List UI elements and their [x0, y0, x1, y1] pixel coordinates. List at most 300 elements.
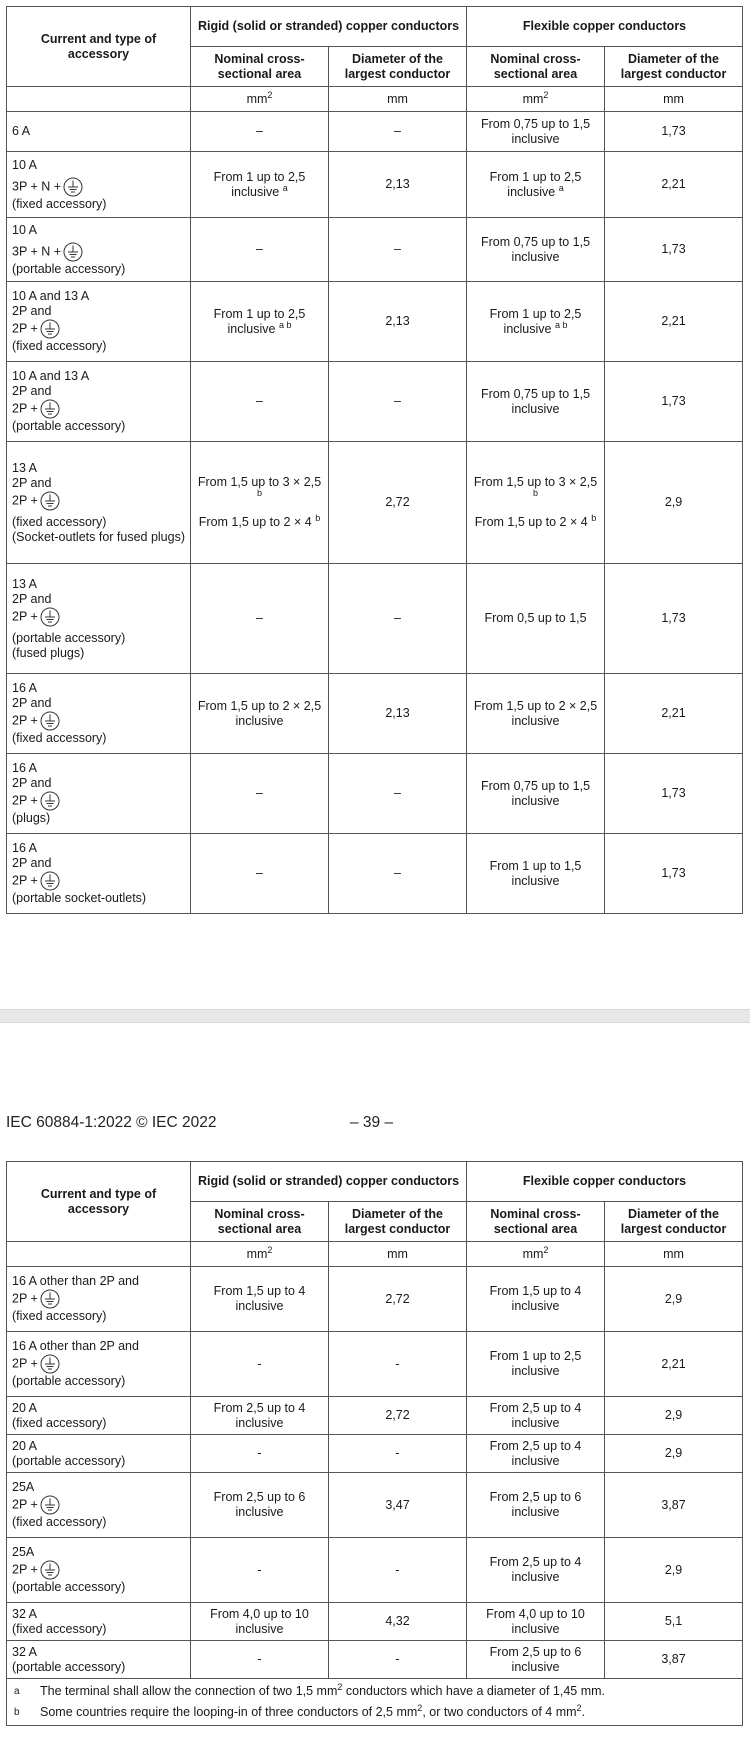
accessory-text: 10 A: [12, 157, 38, 172]
accessory-line: [12, 289, 185, 304]
footnote-ref: b: [256, 487, 262, 498]
accessory-line: [12, 856, 185, 871]
cell-text: From 1 up to 2,5 inclusive: [489, 1349, 582, 1378]
header-current-type: Current and type of accessory: [7, 1162, 191, 1242]
accessory-line: [12, 339, 185, 354]
accessory-text: (fixed accessory): [12, 1515, 107, 1529]
accessory-line: [12, 577, 185, 592]
cell-text: From 1,5 up to 2 × 2,5 inclusive: [473, 698, 598, 728]
header-rigid-group: Rigid (solid or stranded) copper conductors: [191, 7, 467, 47]
cell-rigid-diameter: [329, 1641, 467, 1679]
table-row: [7, 1397, 743, 1435]
cell-text: 3,47: [385, 1497, 410, 1512]
accessory-text: 20 A: [12, 1438, 38, 1453]
unit-flex-area: [467, 1242, 605, 1267]
cell-text: 1,73: [661, 611, 686, 625]
cell-flex-area: [467, 1538, 605, 1603]
cell-rigid-area: [191, 442, 329, 564]
cell-flex-diameter: [605, 362, 743, 442]
accessory-text: 2P +: [12, 713, 38, 728]
table-row: [7, 1641, 743, 1679]
accessory-line: [12, 711, 185, 731]
table-footnotes: [7, 1679, 743, 1726]
cell-text: 2,21: [661, 314, 686, 328]
cell-rigid-diameter: [329, 1538, 467, 1603]
footnote-ref: a b: [554, 319, 568, 330]
table-row: [7, 564, 743, 674]
cell-text: From 4,0 up to 10 inclusive: [210, 1606, 309, 1636]
accessory-line: [12, 1439, 185, 1454]
accessory-text: 2P +: [12, 1291, 38, 1306]
header-flex-area: Nominal cross-sectional area: [467, 1202, 605, 1242]
cell-accessory: [7, 362, 191, 442]
accessory-line: [12, 1416, 185, 1431]
cell-rigid-area: [191, 218, 329, 282]
accessory-text: 2P and: [12, 475, 52, 490]
cell-value-block: [196, 475, 323, 505]
footnote-sup: 2: [576, 1702, 582, 1713]
table-header: [7, 1162, 743, 1267]
accessory-text: (fixed accessory): [12, 1415, 107, 1430]
accessory-text: (portable accessory): [12, 1659, 126, 1674]
header-flex-area: Nominal cross-sectional area: [467, 47, 605, 87]
cell-text: 2,9: [664, 1408, 683, 1422]
accessory-text: 32 A: [12, 1606, 38, 1621]
cell-flex-area: [467, 1267, 605, 1332]
cell-text: –: [394, 866, 401, 880]
cell-accessory: [7, 674, 191, 754]
cell-value-block: [196, 512, 323, 530]
cell-text: –: [256, 866, 263, 880]
cell-rigid-diameter: [329, 1332, 467, 1397]
accessory-text: (plugs): [12, 811, 51, 825]
cell-flex-diameter: [605, 152, 743, 218]
cell-flex-diameter: [605, 1538, 743, 1603]
cell-flex-diameter: [605, 1435, 743, 1473]
table-header: [7, 7, 743, 112]
unit-area-text: mm: [522, 1246, 544, 1261]
cell-text: –: [394, 124, 401, 138]
cell-flex-area: [467, 1397, 605, 1435]
accessory-text: 2P +: [12, 1356, 38, 1371]
table-row: [7, 218, 743, 282]
cell-accessory: [7, 1397, 191, 1435]
cell-text: From 0,75 up to 1,5 inclusive: [480, 116, 591, 146]
cell-text: 2,72: [385, 1291, 410, 1306]
cell-text: 2,13: [385, 314, 410, 328]
cell-text: 2,72: [385, 495, 410, 509]
accessory-line: [12, 124, 185, 139]
accessory-line: [12, 369, 185, 384]
cell-flex-diameter: [605, 1397, 743, 1435]
unit-flex-diameter: mm: [605, 87, 743, 112]
cell-flex-diameter: [605, 442, 743, 564]
cell-text: –: [394, 611, 401, 625]
accessory-line: [12, 242, 185, 262]
table-row: [7, 1435, 743, 1473]
footnote-sup: 2: [337, 1681, 343, 1692]
cell-flex-diameter: [605, 754, 743, 834]
accessory-text: 2P +: [12, 873, 38, 888]
cell-flex-diameter: [605, 112, 743, 152]
cell-text: 2,21: [661, 1356, 686, 1371]
accessory-text: 10 A and 13 A: [12, 369, 90, 383]
cell-accessory: [7, 1641, 191, 1679]
cell-rigid-area: [191, 112, 329, 152]
cell-accessory: [7, 834, 191, 914]
cell-flex-area: [467, 1332, 605, 1397]
accessory-text: (fixed accessory): [12, 196, 107, 211]
accessory-text: 2P and: [12, 696, 52, 710]
cell-accessory: [7, 1435, 191, 1473]
cell-rigid-area: [191, 1435, 329, 1473]
accessory-text: (portable accessory): [12, 419, 126, 433]
unit-flex-diameter: mm: [605, 1242, 743, 1267]
cell-flex-diameter: [605, 834, 743, 914]
cell-flex-area: [467, 218, 605, 282]
footnote-ref: a b: [278, 319, 292, 330]
cell-text: 2,9: [664, 1562, 683, 1577]
header-current-type: Current and type of accessory: [7, 7, 191, 87]
cell-flex-area: [467, 674, 605, 754]
table-row: [7, 674, 743, 754]
unit-flex-area: [467, 87, 605, 112]
cell-flex-diameter: [605, 1267, 743, 1332]
conductor-table-top: [6, 6, 743, 914]
accessory-text: 2P +: [12, 492, 38, 507]
header-flex-diameter: Diameter of the largest conductor: [605, 47, 743, 87]
cell-rigid-diameter: [329, 834, 467, 914]
footnote-ref: b: [591, 512, 597, 523]
cell-text: From 1,5 up to 2 × 2,5 inclusive: [197, 698, 322, 728]
cell-text: From 1 up to 2,5 inclusive: [213, 306, 306, 336]
earth-symbol-icon: [40, 1289, 60, 1309]
accessory-text: (portable accessory): [12, 1453, 126, 1468]
accessory-text: (portable accessory): [12, 1580, 126, 1594]
cell-text: -: [257, 1652, 262, 1666]
cell-flex-diameter: [605, 282, 743, 362]
cell-text: –: [394, 786, 401, 800]
cell-text: -: [395, 1652, 400, 1666]
cell-accessory: [7, 218, 191, 282]
accessory-line: [12, 776, 185, 791]
footnote-cell: [7, 1679, 743, 1726]
cell-flex-area: [467, 112, 605, 152]
cell-rigid-area: [191, 1397, 329, 1435]
earth-symbol-icon: [63, 242, 83, 262]
cell-text: –: [394, 394, 401, 408]
unit-area-sup: 2: [267, 89, 273, 100]
table-row: [7, 282, 743, 362]
cell-rigid-diameter: [329, 564, 467, 674]
accessory-text: 2P and: [12, 591, 52, 606]
table-row: [7, 442, 743, 564]
accessory-text: 6 A: [12, 124, 31, 138]
accessory-text: 2P +: [12, 321, 38, 336]
accessory-text: 3P + N +: [12, 243, 62, 258]
accessory-text: 13 A: [12, 460, 38, 475]
header-flexible-group: Flexible copper conductors: [467, 1162, 743, 1202]
earth-symbol-icon: [40, 1560, 60, 1580]
cell-rigid-diameter: [329, 754, 467, 834]
accessory-text: (portable accessory): [12, 1374, 126, 1388]
cell-flex-area: [467, 1473, 605, 1538]
unit-area-sup: 2: [543, 1244, 549, 1255]
cell-rigid-area: [191, 564, 329, 674]
cell-rigid-area: [191, 152, 329, 218]
cell-text: 1,73: [661, 394, 686, 408]
cell-flex-area: [467, 282, 605, 362]
accessory-line: [12, 1354, 185, 1374]
cell-value-block: [472, 475, 599, 505]
cell-text: 2,9: [664, 495, 683, 509]
cell-text: -: [257, 1446, 262, 1460]
accessory-line: [12, 515, 185, 530]
accessory-text: 10 A: [12, 222, 38, 237]
cell-accessory: [7, 112, 191, 152]
cell-rigid-diameter: [329, 1267, 467, 1332]
accessory-text: 2P and: [12, 856, 52, 870]
cell-text: From 2,5 up to 6 inclusive: [489, 1490, 582, 1519]
accessory-line: [12, 1560, 185, 1580]
earth-symbol-icon: [40, 1495, 60, 1515]
footnote: [12, 1681, 737, 1702]
cell-rigid-diameter: [329, 112, 467, 152]
accessory-line: [12, 607, 185, 627]
cell-text: From 0,75 up to 1,5 inclusive: [480, 234, 591, 264]
cell-text: From 1 up to 2,5 inclusive: [213, 169, 306, 199]
cell-accessory: [7, 1603, 191, 1641]
footnote-mark: b: [14, 1707, 20, 1718]
earth-symbol-icon: [40, 791, 60, 811]
cell-rigid-diameter: [329, 218, 467, 282]
cell-rigid-diameter: [329, 1603, 467, 1641]
cell-text: 1,73: [661, 124, 686, 138]
cell-text: From 0,75 up to 1,5 inclusive: [480, 778, 591, 808]
accessory-text: (fused plugs): [12, 645, 85, 660]
accessory-line: [12, 1339, 185, 1354]
accessory-line: [12, 384, 185, 399]
accessory-line: [12, 304, 185, 319]
accessory-text: (Socket-outlets for fused plugs): [12, 529, 185, 544]
accessory-text: (fixed accessory): [12, 1309, 107, 1323]
accessory-text: 2P +: [12, 1497, 38, 1512]
accessory-line: [12, 1401, 185, 1416]
cell-accessory: [7, 1473, 191, 1538]
cell-text: -: [257, 1356, 262, 1371]
cell-accessory: [7, 1332, 191, 1397]
cell-text: From 0,5 up to 1,5: [484, 611, 587, 625]
accessory-line: [12, 1515, 185, 1530]
cell-text: From 1 up to 1,5 inclusive: [489, 858, 582, 888]
cell-text: From 2,5 up to 4 inclusive: [489, 1400, 582, 1430]
unit-rigid-area: [191, 1242, 329, 1267]
cell-accessory: [7, 282, 191, 362]
accessory-text: 32 A: [12, 1644, 38, 1659]
cell-rigid-area: [191, 1473, 329, 1538]
cell-rigid-area: [191, 1603, 329, 1641]
accessory-text: 16 A: [12, 761, 38, 775]
cell-text: From 0,75 up to 1,5 inclusive: [480, 386, 591, 416]
table-row: [7, 1332, 743, 1397]
accessory-line: [12, 461, 185, 476]
accessory-text: (fixed accessory): [12, 514, 107, 529]
accessory-text: (fixed accessory): [12, 731, 107, 745]
table-body-top: [7, 112, 743, 914]
unit-area-sup: 2: [267, 1244, 273, 1255]
cell-text: -: [257, 1562, 262, 1577]
accessory-text: (portable accessory): [12, 630, 126, 645]
cell-rigid-diameter: [329, 1473, 467, 1538]
cell-text: –: [256, 242, 263, 256]
cell-text: From 1,5 up to 3 × 2,5: [197, 475, 322, 489]
accessory-text: 25A: [12, 1545, 35, 1559]
unit-area-text: mm: [246, 91, 268, 106]
accessory-text: 2P +: [12, 793, 38, 808]
accessory-line: [12, 319, 185, 339]
accessory-line: [12, 1374, 185, 1389]
cell-rigid-area: [191, 674, 329, 754]
accessory-line: [12, 791, 185, 811]
cell-rigid-area: [191, 1641, 329, 1679]
cell-text: 1,73: [661, 242, 686, 256]
accessory-text: 2P +: [12, 608, 38, 623]
accessory-text: 2P and: [12, 776, 52, 790]
earth-symbol-icon: [40, 319, 60, 339]
accessory-line: [12, 891, 185, 906]
accessory-text: 2P +: [12, 1562, 38, 1577]
cell-text: 2,21: [661, 177, 686, 191]
cell-text: From 1,5 up to 2 × 4: [198, 515, 312, 529]
header-rigid-area: Nominal cross-sectional area: [191, 1202, 329, 1242]
unit-rigid-diameter: mm: [329, 1242, 467, 1267]
cell-rigid-area: [191, 1538, 329, 1603]
cell-text: From 1 up to 2,5 inclusive: [489, 169, 582, 199]
cell-accessory: [7, 152, 191, 218]
cell-rigid-area: [191, 1267, 329, 1332]
cell-rigid-area: [191, 362, 329, 442]
cell-rigid-diameter: [329, 1435, 467, 1473]
accessory-line: [12, 681, 185, 696]
cell-flex-area: [467, 834, 605, 914]
earth-symbol-icon: [40, 399, 60, 419]
cell-text: 1,73: [661, 866, 686, 880]
unit-area-text: mm: [246, 1246, 268, 1261]
header-rigid-diameter: Diameter of the largest conductor: [329, 47, 467, 87]
cell-flex-area: [467, 362, 605, 442]
cell-rigid-diameter: [329, 1397, 467, 1435]
footnote-ref: b: [315, 512, 321, 523]
cell-rigid-diameter: [329, 674, 467, 754]
accessory-line: [12, 419, 185, 434]
cell-rigid-area: [191, 754, 329, 834]
cell-text: From 4,0 up to 10 inclusive: [486, 1606, 585, 1636]
accessory-line: [12, 1480, 185, 1495]
footnote-part: The terminal shall allow the connection of two 1,5 mm: [40, 1684, 338, 1698]
cell-text: From 2,5 up to 4 inclusive: [489, 1438, 582, 1468]
cell-flex-area: [467, 1435, 605, 1473]
header-unit-blank: [7, 1242, 191, 1267]
accessory-line: [12, 631, 185, 646]
cell-text: –: [256, 786, 263, 800]
cell-accessory: [7, 442, 191, 564]
table-row: [7, 112, 743, 152]
cell-text: -: [395, 1446, 400, 1460]
accessory-line: [12, 592, 185, 607]
footnote-ref: a: [558, 182, 564, 193]
footnote-part: .: [581, 1705, 586, 1719]
footnote-text: [40, 1681, 737, 1699]
cell-value-block: [472, 512, 599, 530]
cell-flex-area: [467, 1641, 605, 1679]
accessory-line: [12, 1660, 185, 1675]
accessory-line: [12, 811, 185, 826]
accessory-line: [12, 646, 185, 661]
table-body-bottom: [7, 1267, 743, 1679]
cell-flex-diameter: [605, 1473, 743, 1538]
footnote-sup: 2: [417, 1702, 423, 1713]
accessory-line: [12, 1607, 185, 1622]
table-row: [7, 362, 743, 442]
accessory-text: 16 A other than 2P and: [12, 1339, 139, 1353]
cell-text: From 1,5 up to 2 × 4: [474, 515, 588, 529]
page-header-standard: IEC 60884-1:2022 © IEC 2022: [6, 1114, 217, 1131]
accessory-text: (portable accessory): [12, 261, 126, 276]
cell-text: 1,73: [661, 786, 686, 800]
unit-rigid-area: [191, 87, 329, 112]
earth-symbol-icon: [40, 871, 60, 891]
accessory-line: [12, 491, 185, 511]
accessory-text: 10 A and 13 A: [12, 289, 90, 303]
cell-text: From 1,5 up to 3 × 2,5: [473, 475, 598, 489]
cell-accessory: [7, 754, 191, 834]
cell-rigid-diameter: [329, 282, 467, 362]
cell-text: 2,72: [385, 1408, 410, 1422]
footnote-row: [7, 1679, 743, 1726]
cell-text: 2,9: [664, 1446, 683, 1460]
accessory-line: [12, 731, 185, 746]
cell-text: 4,32: [385, 1614, 410, 1628]
earth-symbol-icon: [40, 607, 60, 627]
cell-text: -: [395, 1356, 400, 1371]
cell-rigid-area: [191, 834, 329, 914]
cell-flex-diameter: [605, 1332, 743, 1397]
page-break-separator: [0, 1009, 750, 1023]
accessory-line: [12, 197, 185, 212]
header-flexible-group: Flexible copper conductors: [467, 7, 743, 47]
earth-symbol-icon: [63, 177, 83, 197]
earth-symbol-icon: [40, 1354, 60, 1374]
cell-flex-diameter: [605, 1641, 743, 1679]
accessory-line: [12, 1309, 185, 1324]
cell-accessory: [7, 1538, 191, 1603]
cell-text: –: [256, 611, 263, 625]
cell-text: From 1,5 up to 4 inclusive: [489, 1284, 582, 1313]
cell-text: –: [256, 124, 263, 138]
accessory-line: [12, 158, 185, 173]
cell-text: –: [394, 242, 401, 256]
accessory-line: [12, 399, 185, 419]
accessory-line: [12, 262, 185, 277]
header-unit-blank: [7, 87, 191, 112]
accessory-line: [12, 530, 185, 545]
accessory-line: [12, 871, 185, 891]
accessory-text: 2P and: [12, 384, 52, 398]
cell-rigid-diameter: [329, 362, 467, 442]
accessory-text: 16 A: [12, 681, 38, 695]
accessory-text: (portable socket-outlets): [12, 891, 147, 905]
cell-rigid-area: [191, 1332, 329, 1397]
